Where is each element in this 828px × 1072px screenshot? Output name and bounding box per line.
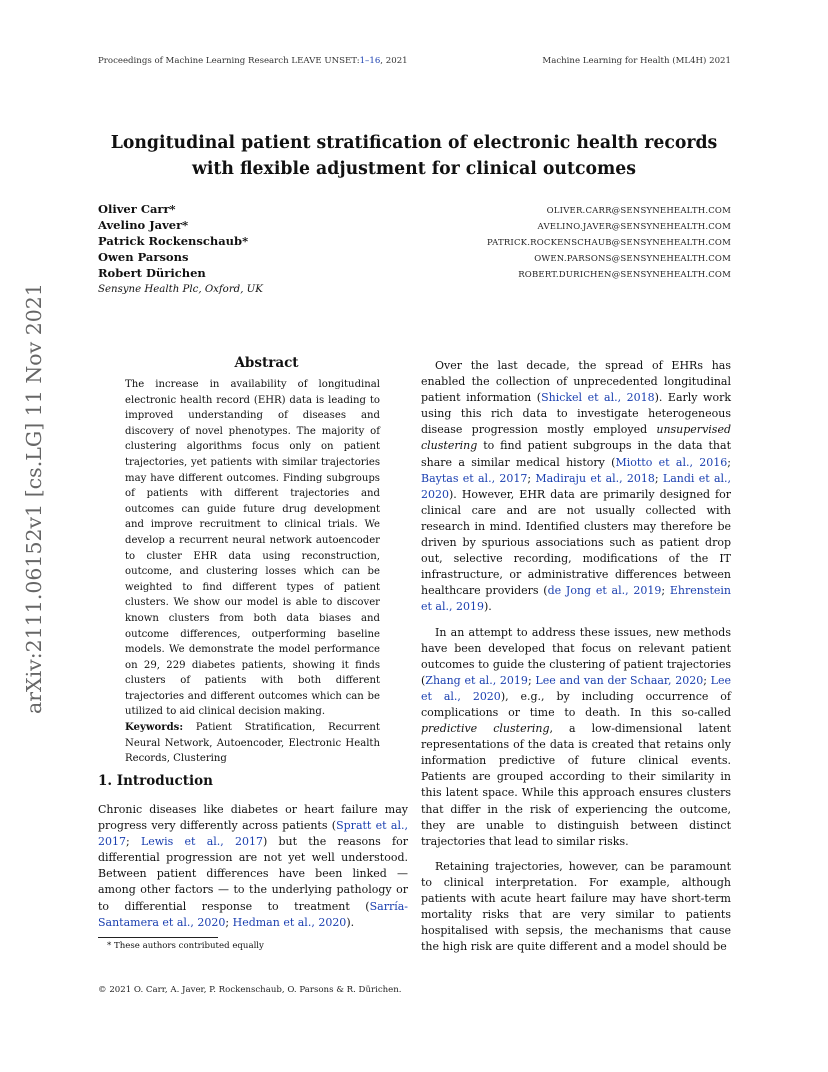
proceedings-year: , 2021 bbox=[380, 56, 408, 66]
title-line-2: with flexible adjustment for clinical outcomes bbox=[191, 159, 637, 179]
copyright-notice: © 2021 O. Carr, A. Javer, P. Rockenschaub, O. Parsons & R. Dürichen. bbox=[98, 985, 402, 995]
citation-link[interactable]: Lee et al., 2020 bbox=[421, 673, 731, 703]
author-email[interactable]: OLIVER.CARR@SENSYNEHEALTH.COM bbox=[546, 206, 731, 216]
body-text: ) but the reasons for differential progression are not yet well understood. Between patient differences have been linked — among other factors — to the underlying pathology or to differential response to treatment ( bbox=[98, 835, 408, 913]
body-text: Chronic diseases like diabetes or heart failure may progress very differently across patients ( bbox=[98, 803, 408, 833]
intro-right-column bbox=[421, 358, 731, 955]
body-text: ), e.g., by including occurrence of complications or time to death. In this so-called bbox=[421, 689, 731, 719]
body-text: ; bbox=[225, 915, 233, 929]
page-range-link[interactable]: 1–16 bbox=[359, 56, 381, 66]
citation-link[interactable]: Madiraju et al., 2018 bbox=[535, 471, 655, 485]
keywords-list: Patient Stratification, Recurrent Neural Network, Autoencoder, Electronic Health Records, Clustering bbox=[125, 722, 380, 765]
author-email[interactable]: ROBERT.DURICHEN@SENSYNEHEALTH.COM bbox=[518, 270, 731, 280]
proceedings-label: Proceedings of Machine Learning Research LEAVE UNSET: bbox=[98, 56, 360, 66]
author-name: Avelino Javer* bbox=[98, 218, 189, 232]
citation-link[interactable]: Zhang et al., 2019 bbox=[425, 673, 528, 687]
footnote-rule bbox=[98, 937, 218, 938]
body-text: to find patient subgroups in the data that share a similar medical history ( bbox=[421, 439, 731, 469]
body-text: ). bbox=[484, 600, 492, 614]
body-text: , a low-dimensional latent representations of the data is created that retains only information predictive of future clinical events. Patients are grouped according to their similarity in this latent space. While this approach ensures clusters that differ in the risk of experiencing the outcome, they are unable to distinguish between distinct trajectories that lead to similar risks. bbox=[421, 722, 731, 848]
abstract-body bbox=[125, 377, 380, 767]
citation-link[interactable]: Landi et al., 2020 bbox=[421, 471, 732, 501]
body-text: ; bbox=[126, 835, 141, 849]
citation-link[interactable]: Lee and van der Schaar, 2020 bbox=[535, 673, 704, 687]
body-text: ; bbox=[703, 673, 711, 687]
abstract-text: The increase in availability of longitudinal electronic health record (EHR) data is leading to improved understanding of diseases and discovery of novel phenotypes. The majority of clustering algorithms focus only on patient trajectories, yet patients with similar trajectories may have different outcomes. Finding subgroups of patients with different trajectories and outcomes can guide future drug development and improve recruitment to clinical trials. We develop a recurrent neural network autoencoder to cluster EHR data using reconstruction, outcome, and clustering losses which can be weighted to find different types of patient clusters. We show our model is able to discover known clusters from both data biases and outcome differences, outperforming baseline models. We demonstrate the model performance on 29, 229 diabetes patients, showing it finds clusters of patients with both different trajectories and different outcomes which can be utilized to aid clinical decision making. bbox=[125, 379, 380, 718]
intro-paragraph bbox=[421, 625, 731, 850]
citation-link[interactable]: de Jong et al., 2019 bbox=[547, 584, 662, 598]
running-header-right: Machine Learning for Health (ML4H) 2021 bbox=[542, 56, 731, 66]
body-text: ; bbox=[527, 673, 536, 687]
author-name: Oliver Carr* bbox=[98, 202, 176, 216]
emphasis-text: predictive clustering bbox=[421, 722, 550, 736]
author-email[interactable]: PATRICK.ROCKENSCHAUB@SENSYNEHEALTH.COM bbox=[486, 238, 731, 248]
running-header-left bbox=[98, 56, 408, 66]
body-text: ). bbox=[346, 915, 355, 929]
citation-link[interactable]: Sarría-Santamera et al., 2020 bbox=[98, 899, 408, 929]
keywords bbox=[125, 720, 380, 767]
author-email[interactable]: OWEN.PARSONS@SENSYNEHEALTH.COM bbox=[534, 254, 731, 264]
citation-link[interactable]: Miotto et al., 2016 bbox=[615, 455, 728, 469]
author-name: Robert Dürichen bbox=[98, 266, 206, 280]
body-text: ). Early work using this rich data to investigate heterogeneous disease progression mostly employed bbox=[421, 391, 731, 437]
author-name: Patrick Rockenschaub* bbox=[98, 234, 249, 248]
abstract-heading: Abstract bbox=[234, 355, 299, 371]
keywords-label: Keywords: bbox=[125, 722, 184, 734]
citation-link[interactable]: Lewis et al., 2017 bbox=[140, 835, 263, 849]
affiliation: Sensyne Health Plc, Oxford, UK bbox=[98, 284, 263, 295]
body-text: Over the last decade, the spread of EHRs has enabled the collection of unprecedented longitudinal patient information ( bbox=[421, 359, 731, 405]
body-text: ; bbox=[661, 584, 670, 598]
citation-link[interactable]: Baytas et al., 2017 bbox=[421, 471, 528, 485]
intro-left-column bbox=[98, 802, 408, 931]
citation-link[interactable]: Hedman et al., 2020 bbox=[232, 915, 347, 929]
body-text: ; bbox=[527, 471, 536, 485]
section-heading-introduction: 1. Introduction bbox=[98, 773, 213, 789]
intro-paragraph: Retaining trajectories, however, can be paramount to clinical interpretation. For example, although patients with acute heart failure may have short-term mortality risks that are very similar to patients hospitalised with sepsis, the mechanisms that cause the high risk are quite different and a model should be bbox=[421, 859, 731, 954]
emphasis-text: unsupervised clustering bbox=[421, 423, 731, 453]
body-text: ; bbox=[727, 455, 731, 469]
intro-paragraph bbox=[421, 358, 731, 616]
author-email[interactable]: AVELINO.JAVER@SENSYNEHEALTH.COM bbox=[537, 222, 731, 232]
citation-link[interactable]: Ehrenstein et al., 2019 bbox=[421, 584, 731, 614]
title-line-1: Longitudinal patient stratification of electronic health records bbox=[110, 133, 718, 153]
footnote: * These authors contributed equally bbox=[107, 941, 264, 951]
intro-paragraph bbox=[98, 802, 408, 931]
citation-link[interactable]: Spratt et al., 2017 bbox=[98, 819, 408, 849]
body-text: ; bbox=[654, 471, 663, 485]
paper-title bbox=[60, 130, 768, 182]
citation-link[interactable]: Shickel et al., 2018 bbox=[541, 391, 655, 405]
arxiv-stamp: arXiv:2111.06152v1 [cs.LG] 11 Nov 2021 bbox=[22, 283, 46, 714]
author-name: Owen Parsons bbox=[98, 250, 189, 264]
body-text: In an attempt to address these issues, new methods have been developed that focus on relevant patient outcomes to guide the clustering of patient trajectories ( bbox=[421, 625, 731, 687]
body-text: ). However, EHR data are primarily designed for clinical care and are not usually collected with research in mind. Identified clusters may therefore be driven by spurious associations such as patient drop out, selective recording, modifications of the IT infrastructure, or administrative differences between healthcare providers ( bbox=[421, 487, 731, 598]
